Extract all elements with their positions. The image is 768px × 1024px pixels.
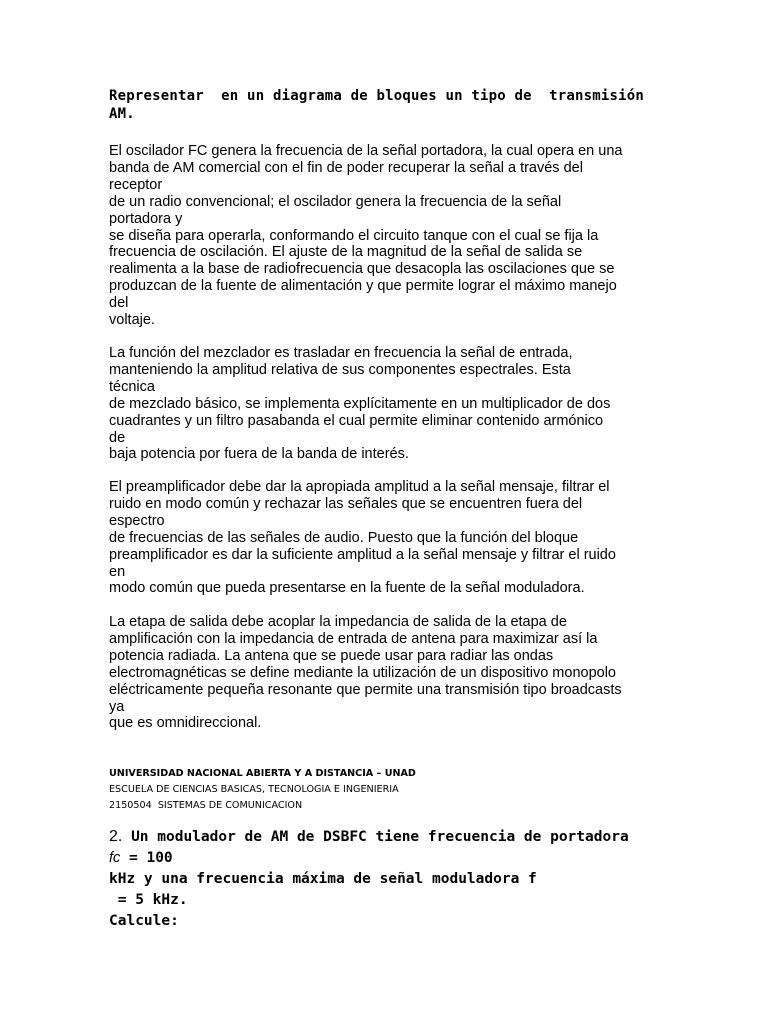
footer-school: ESCUELA DE CIENCIAS BASICAS, TECNOLOGIA E INGENIERIA	[109, 784, 399, 795]
question-text-1: Un modulador de AM de DSBFC tiene frecuencia de portadora	[122, 829, 629, 845]
question-line-5: Calcule:	[109, 913, 179, 929]
footer-course: 2150504 SISTEMAS DE COMUNICACION	[109, 800, 303, 811]
question-number: 2.	[109, 828, 123, 845]
paragraph-mixer: La función del mezclador es trasladar en frecuencia la señal de entrada, manteniendo la amplitud relativa de sus componentes espectrales. Esta técnica de mezclado básico, se implementa explícitamente en un multiplicador de dos cuadrantes y un filtro pasabanda el cual permite eliminar contenido armónico de baja potencia por fuera de la banda de interés.	[109, 345, 611, 463]
carrier-frequency-symbol: fc	[109, 850, 121, 866]
paragraph-preamplifier: El preamplificador debe dar la apropiada amplitud a la señal mensaje, filtrar el ruido en modo común y rechazar las señales que se encuentren fuera del espectro de frecuencias de las señales de audio. Puesto que la función del bloque preamplificador es dar la suficiente amplitud a la señal mensaje y filtrar el ruido en modo común que pueda presentarse en la fuente de la señal moduladora.	[109, 479, 616, 597]
paragraph-output-stage: La etapa de salida debe acoplar la impedancia de salida de la etapa de amplificación con la impedancia de entrada de antena para maximizar así la potencia radiada. La antena que se puede usar para radiar las ondas electromagnéticas se define mediante la utilización de un dispositivo monopolo eléctricamente pequeña resonante que permite una transmisión tipo broadcasts ya que es omnidireccional.	[109, 614, 622, 732]
document-title: Representar en un diagrama de bloques un tipo de transmisión AM.	[109, 88, 653, 122]
footer-university: UNIVERSIDAD NACIONAL ABIERTA Y A DISTANCIA – UNAD	[109, 768, 416, 779]
document-footer	[109, 766, 669, 814]
question-line-1	[109, 826, 709, 848]
question-line-4: = 5 kHz.	[109, 892, 188, 908]
question-text-2: = 100	[120, 850, 173, 866]
question-block	[109, 826, 709, 932]
question-line-3: kHz y una frecuencia máxima de señal moduladora f	[109, 871, 537, 887]
paragraph-oscillator: El oscilador FC genera la frecuencia de la señal portadora, la cual opera en una banda de AM comercial con el fin de poder recuperar la señal a través del receptor de un radio convencional; el oscilador genera la frecuencia de la señal portadora y se diseña para operarla, conformando el circuito tanque con el cual se fija la frecuencia de oscilación. El ajuste de la magnitud de la señal de salida se realimenta a la base de radiofrecuencia que desacopla las oscilaciones que se produzcan de la fuente de alimentación y que permite lograr el máximo manejo del voltaje.	[109, 143, 623, 329]
question-line-2	[109, 848, 709, 869]
